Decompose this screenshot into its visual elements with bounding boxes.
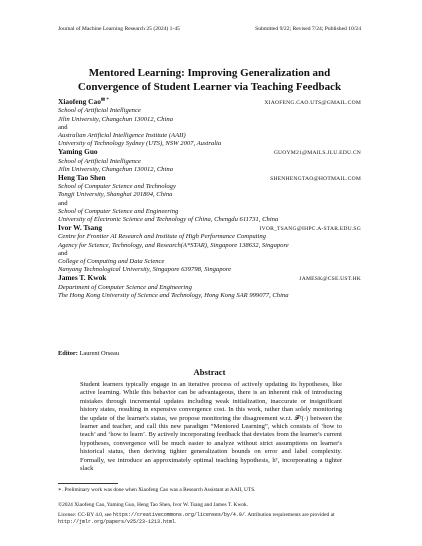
title-line-2: Convergence of Student Learner via Teaching Feedback	[77, 81, 342, 93]
title-line-1: Mentored Learning: Improving Generalization and	[88, 67, 331, 79]
running-header	[58, 26, 361, 32]
affiliation-line: Jilin University, Changchun 130012, China	[58, 165, 174, 173]
author-email[interactable]: GUOYM21@MAILS.JLU.EDU.CN	[273, 150, 361, 157]
editor-name: Laurent Orseau	[79, 350, 120, 357]
paper-title	[58, 66, 361, 94]
affiliation-line: Nanyang Technological University, Singapore 639798, Singapore	[58, 266, 232, 274]
author-list	[58, 97, 361, 300]
author-block	[58, 97, 361, 148]
author-name-group	[58, 97, 109, 107]
affiliation-line: Centre for Frontier AI Research and Institute of High Performance Computing	[58, 233, 266, 241]
author-block	[58, 148, 361, 174]
affiliation-separator: and	[58, 249, 68, 257]
author-name-group	[58, 148, 98, 157]
author-block	[58, 224, 361, 274]
affiliation-line: School of Artificial Intelligence	[58, 157, 141, 165]
affiliation-line: Tongji University, Shanghai 201804, China	[58, 191, 173, 199]
author-block	[58, 274, 361, 300]
footnote: ∗. Preliminary work was done when Xiaofeng Cao was a Research Assistant at AAII, UTS.	[58, 487, 256, 493]
paper-url-link[interactable]: http://jmlr.org/papers/v25/23-1213.html	[58, 519, 176, 525]
affiliation-line: University of Technology Sydney (UTS), NSW 2007, Australia	[58, 140, 222, 148]
author-name-row	[58, 148, 361, 157]
author-name-row	[58, 224, 361, 233]
license-suffix: .	[175, 519, 177, 525]
editor-label: Editor:	[58, 350, 78, 357]
corresponding-author-mark: ✉ *	[100, 98, 109, 103]
author-email[interactable]: SHENHENGTAO@HOTMAIL.COM	[270, 176, 361, 183]
affiliation-separator: and	[58, 199, 68, 207]
abstract-heading: Abstract	[193, 367, 226, 377]
affiliation-line: Jilin University, Changchun 130012, China	[58, 115, 174, 123]
author-name: Xiaofeng Cao	[58, 97, 101, 107]
author-name-row	[58, 97, 361, 107]
author-email[interactable]: IVOR_TSANG@IHPC.A-STAR.EDU.SG	[259, 226, 361, 233]
affiliation-line: Department of Computer Science and Engineering	[58, 283, 192, 291]
affiliation-line: University of Electronic Science and Technology of China, Chengdu 611731, China	[58, 216, 279, 224]
author-name-row	[58, 174, 361, 183]
affiliation-line: The Hong Kong University of Science and Technology, Hong Kong SAR 999077, China	[58, 291, 289, 299]
license-url-link[interactable]: https://creativecommons.org/licenses/by/4.0/	[112, 512, 245, 518]
author-name: Yaming Guo	[58, 147, 98, 157]
submission-dates: Submitted 9/22; Revised 7/24; Published 10/24	[255, 26, 361, 32]
author-name-group	[58, 224, 102, 233]
author-name: James T. Kwok	[58, 273, 107, 283]
editor-line	[58, 350, 119, 357]
affiliation-line: School of Computer Science and Technology	[58, 183, 176, 191]
license-notice	[58, 512, 361, 526]
author-email[interactable]: JAMESK@CSE.UST.HK	[299, 276, 361, 283]
author-name-row	[58, 274, 361, 283]
abstract-text: Student learners typically engage in an iterative process of actively updating its hypotheses, like active learning. While this behavior can be advantageous, there is an inherent risk of introducing mistakes through incremental updates including weak initialization, inaccurate or insignificant history states, resulting in expensive convergence cost. In this work, rather than solely monitoring the update of the learner's status, we propose monitoring the disagreement w.r.t. 𝓕ᵀ(·) between the learner and teacher, and call this new paradigm “Mentored Learning”, which consists of ‘how to teach’ and ‘how to learn’. By actively incorporating feedback that deviates from the learner's current hypotheses, convergence will be much easier to analyze without strict assumptions on learner's historical status, then deriving tighter generalization bounds on error and label complexity. Formally, we introduce an approximately optimal teaching hypothesis, hᵀ, incorporating a tighter slack	[80, 381, 342, 473]
license-prefix: License: CC-BY 4.0, see	[58, 512, 112, 518]
author-name: Heng Tao Shen	[58, 173, 106, 183]
author-name-group	[58, 174, 106, 183]
journal-citation: Journal of Machine Learning Research 25 (2024) 1-45	[58, 26, 180, 32]
copyright-notice: ©2024 Xiaofeng Cao, Yaming Guo, Heng Tao Shen, Ivor W. Tsang and James T. Kwok.	[58, 502, 248, 508]
license-middle: . Attribution requirements are provided at	[244, 512, 335, 518]
author-name-group	[58, 274, 106, 283]
affiliation-line: Australian Artificial Intelligence Institute (AAII)	[58, 132, 186, 139]
author-name: Ivor W. Tsang	[58, 223, 103, 233]
footnote-rule	[58, 483, 118, 484]
author-block	[58, 174, 361, 224]
author-email[interactable]: XIAOFENG.CAO.UTS@GMAIL.COM	[264, 100, 361, 107]
affiliation-line: College of Computing and Data Science	[58, 258, 165, 266]
affiliation-line: School of Artificial Intelligence	[58, 107, 141, 115]
affiliation-separator: and	[58, 123, 68, 131]
affiliation-line: Agency for Science, Technology, and Research(A*STAR), Singapore 138632, Singapore	[58, 241, 289, 249]
affiliation-line: School of Computer Science and Engineering	[58, 207, 179, 215]
